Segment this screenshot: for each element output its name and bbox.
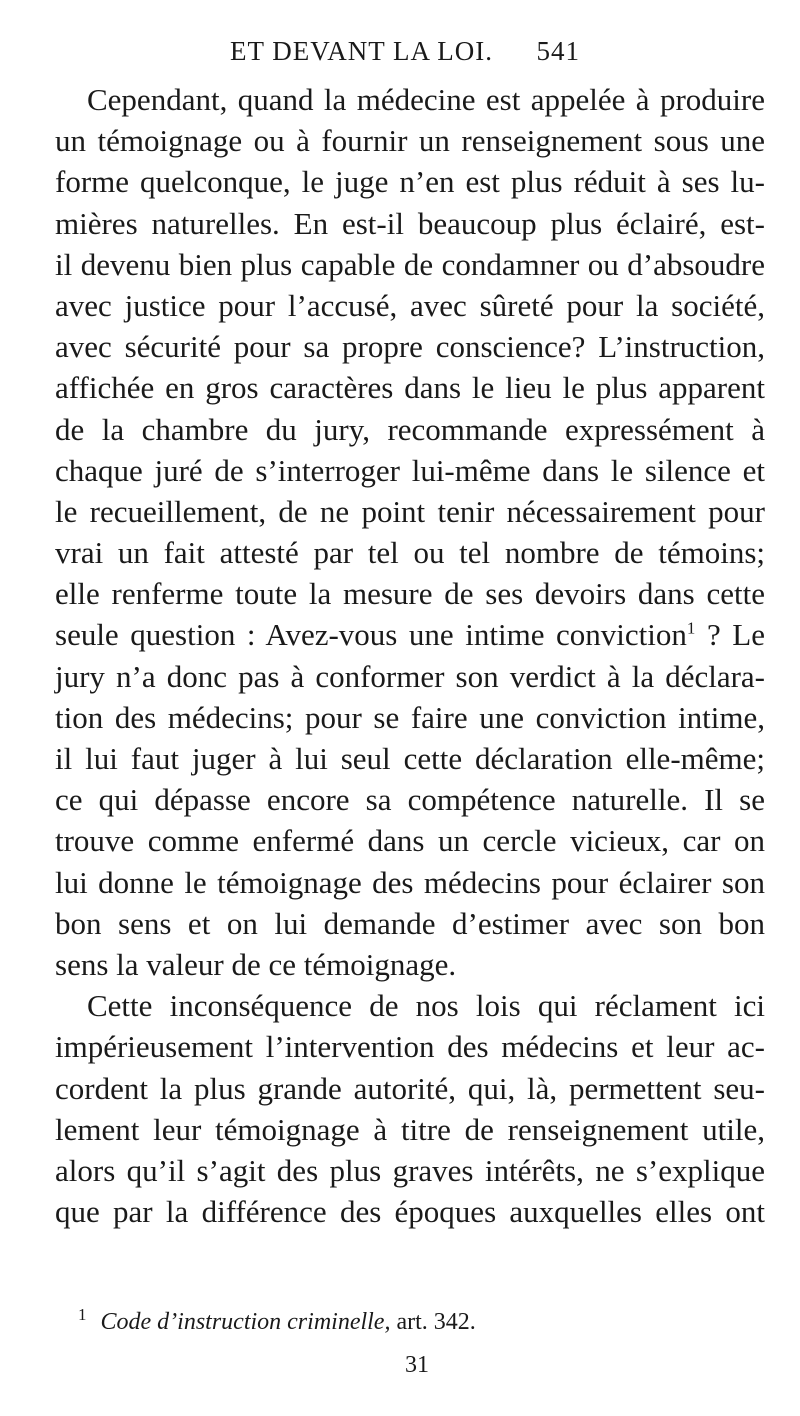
text-line: forme quelconque, le juge n’en est plus réduit à ses lu-	[55, 164, 765, 200]
text-line: elle renferme toute la mesure de ses devoirs dans cette	[55, 576, 765, 612]
text-line: trouve comme enfermé dans un cercle vicieux, car on	[55, 823, 765, 859]
text-line: lement leur témoignage à titre de renseignement utile,	[55, 1111, 765, 1147]
text-line: Cependant, quand la médecine est appelée à produire	[87, 82, 765, 117]
footnote-mark: 1	[78, 1305, 87, 1324]
body-text	[55, 79, 765, 1232]
footnote-title: Code d’instruction criminelle,	[100, 1309, 391, 1335]
text-line: chaque juré de s’interroger lui-même dans le silence et	[55, 452, 765, 488]
footnote-ref: art. 342.	[396, 1309, 476, 1335]
text-line: il lui faut juger à lui seul cette déclaration elle-même;	[55, 741, 765, 776]
text-line: vrai un fait attesté par tel ou tel nombre de témoins;	[55, 535, 765, 571]
text-fragment: ? Le	[706, 617, 765, 653]
text-line: Cette inconséquence de nos lois qui réclament ici	[87, 988, 765, 1024]
footnote-reference: 1	[686, 619, 696, 639]
text-line: sens la valeur de ce témoignage.	[55, 946, 457, 982]
text-line: jury n’a donc pas à conformer son verdict à la déclara-	[55, 658, 765, 694]
text-line-with-footnote-ref	[55, 614, 765, 655]
text-line: avec justice pour l’accusé, avec sûreté pour la société,	[55, 287, 765, 323]
text-line: ce qui dépasse encore sa compétence naturelle. Il se	[55, 782, 765, 818]
running-head	[230, 36, 580, 76]
text-line: lui donne le témoignage des médecins pour éclairer son	[55, 864, 765, 900]
text-fragment: seule question : Avez-vous une intime conviction	[55, 617, 687, 653]
text-line: bon sens et on lui demande d’estimer avec son bon	[55, 905, 765, 941]
text-line: affichée en gros caractères dans le lieu le plus apparent	[55, 370, 765, 406]
signature-mark: 31	[405, 1352, 429, 1378]
text-line: de la chambre du jury, recommande expressément à	[55, 411, 765, 447]
text-line: mières naturelles. En est-il beaucoup plus éclairé, est-	[55, 205, 765, 241]
text-line: cordent la plus grande autorité, qui, là, permettent seu-	[55, 1070, 765, 1106]
text-line: le recueillement, de ne point tenir nécessairement pour	[55, 493, 765, 529]
text-line: impérieusement l’intervention des médecins et leur ac-	[55, 1029, 765, 1065]
text-line: tion des médecins; pour se faire une conviction intime,	[55, 699, 765, 735]
text-line: un témoignage ou à fournir un renseignement sous une	[55, 123, 765, 159]
running-head-title: ET DEVANT LA LOI.	[230, 36, 493, 66]
footnote	[78, 1305, 476, 1336]
page-number: 541	[536, 36, 580, 66]
text-line: que par la différence des époques auxquelles elles ont	[55, 1194, 765, 1230]
text-line: avec sécurité pour sa propre conscience? L’instruction,	[55, 329, 765, 365]
text-line: alors qu’il s’agit des plus graves intérêts, ne s’explique	[55, 1152, 765, 1188]
text-line: il devenu bien plus capable de condamner ou d’absoudre	[55, 246, 765, 282]
